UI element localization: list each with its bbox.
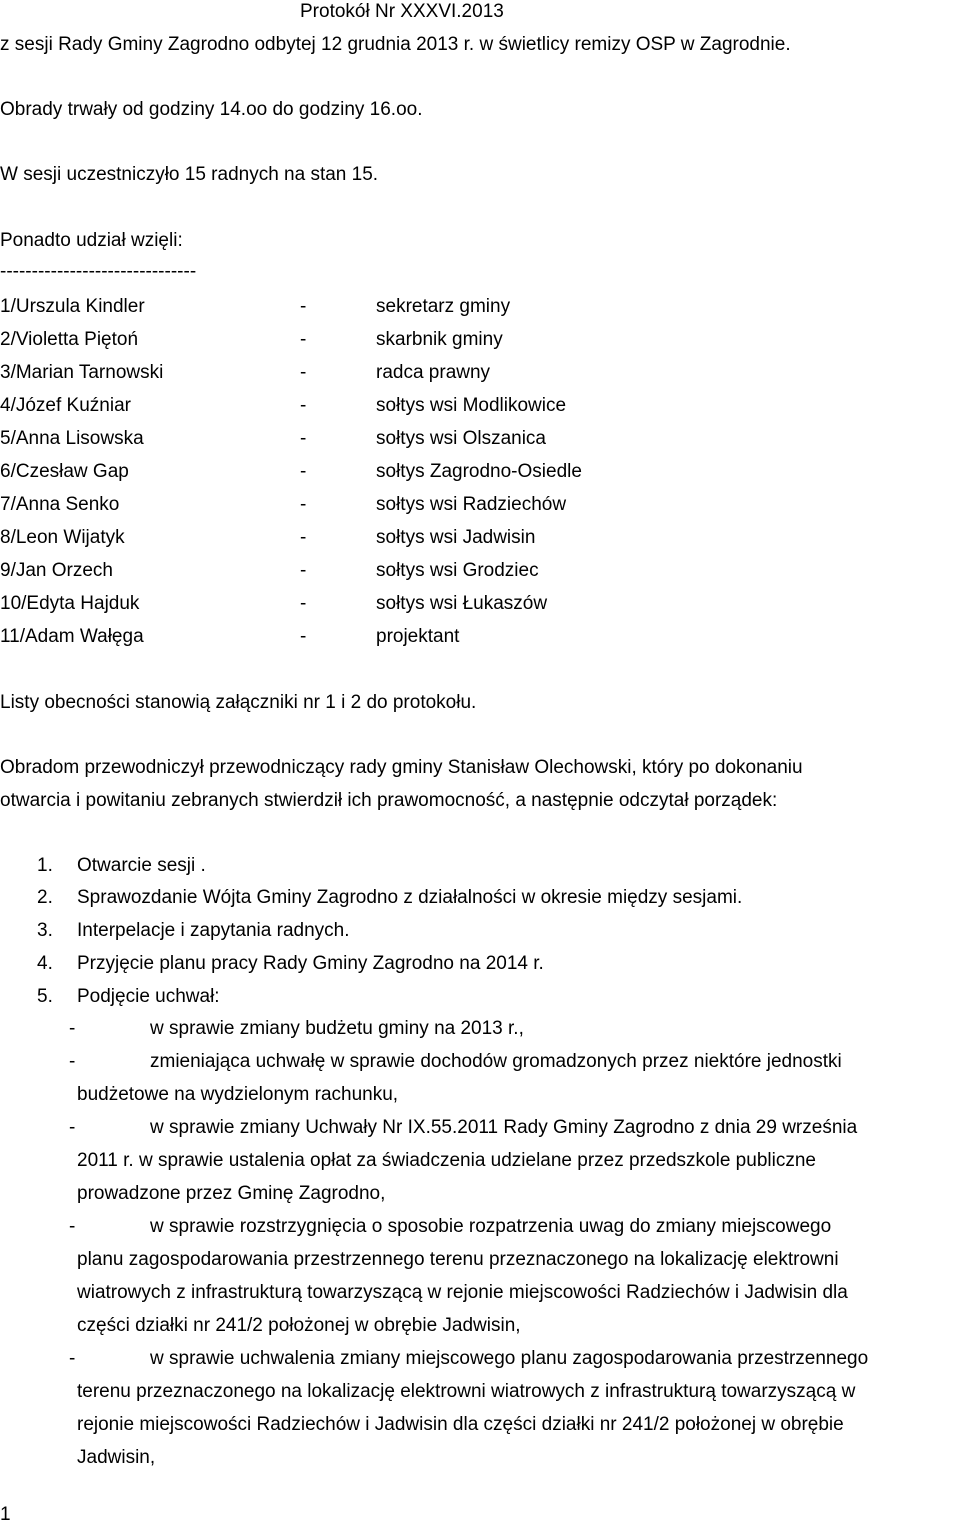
document-subtitle: z sesji Rady Gminy Zagrodno odbytej 12 grudnia 2013 r. w świetlicy remizy OSP w Zagrodnie. [0, 34, 791, 55]
resolution-continuation-text: prowadzone przez Gminę Zagrodno, [77, 1183, 386, 1204]
resolution-dash: - [69, 1348, 76, 1369]
participant-row [0, 361, 491, 385]
agenda-number: 4. [37, 953, 53, 974]
participant-name: 10/Edyta Hajduk [0, 593, 140, 614]
resolution-continuation-text: wiatrowych z infrastrukturą towarzyszącą w rejonie miejscowości Radziechów i Jadwisin dla [77, 1282, 848, 1303]
participant-role: sołtys Zagrodno-Osiedle [376, 461, 582, 482]
participant-role: sołtys wsi Jadwisin [376, 527, 536, 548]
participant-row [0, 592, 548, 616]
agenda-number: 5. [37, 986, 53, 1007]
resolution-text: w sprawie zmiany budżetu gminy na 2013 r., [150, 1018, 524, 1039]
participant-row [0, 328, 503, 352]
participant-dash: - [300, 461, 307, 482]
agenda-number: 1. [37, 855, 53, 876]
participant-dash: - [300, 428, 307, 449]
participant-name: 4/Józef Kuźniar [0, 395, 131, 416]
resolution-dash: - [69, 1216, 76, 1237]
participant-role: skarbnik gminy [376, 329, 503, 350]
resolution-continuation-text: 2011 r. w sprawie ustalenia opłat za świadczenia udzielane przez przedszkole publiczne [77, 1150, 816, 1171]
participant-dash: - [300, 560, 307, 581]
participant-dash: - [300, 395, 307, 416]
agenda-text: Otwarcie sesji . [77, 855, 206, 876]
participant-name: 8/Leon Wijatyk [0, 527, 125, 548]
resolution-dash: - [69, 1117, 76, 1138]
resolution-continuation-text: części działki nr 241/2 położonej w obrębie Jadwisin, [77, 1315, 521, 1336]
participant-name: 2/Violetta Piętoń [0, 329, 139, 350]
participant-row [0, 493, 567, 517]
separator-line: ------------------------------- [0, 261, 197, 282]
participant-role: sołtys wsi Olszanica [376, 428, 546, 449]
participant-name: 11/Adam Wałęga [0, 626, 144, 647]
session-attendance: W sesji uczestniczyło 15 radnych na stan 15. [0, 164, 379, 185]
participant-role: sołtys wsi Radziechów [376, 494, 567, 515]
participant-role: sekretarz gminy [376, 296, 511, 317]
agenda-text: Sprawozdanie Wójta Gminy Zagrodno z działalności w okresie między sesjami. [77, 887, 743, 908]
document-title: Protokół Nr XXXVI.2013 [300, 1, 504, 22]
participant-dash: - [300, 626, 307, 647]
participant-name: 6/Czesław Gap [0, 461, 129, 482]
participant-role: sołtys wsi Modlikowice [376, 395, 567, 416]
resolution-continuation-text: budżetowe na wydzielonym rachunku, [77, 1084, 399, 1105]
participant-row [0, 295, 511, 319]
resolution-dash: - [69, 1018, 76, 1039]
participant-dash: - [300, 494, 307, 515]
participant-name: 3/Marian Tarnowski [0, 362, 164, 383]
resolution-text: zmieniająca uchwałę w sprawie dochodów gromadzonych przez niektóre jednostki [150, 1051, 842, 1072]
resolution-text: w sprawie zmiany Uchwały Nr IX.55.2011 Rady Gminy Zagrodno z dnia 29 września [150, 1117, 858, 1138]
participant-row [0, 427, 546, 451]
chair-paragraph-line: otwarcia i powitaniu zebranych stwierdził ich prawomocność, a następnie odczytał porządek: [0, 790, 778, 811]
participant-role: sołtys wsi Grodziec [376, 560, 539, 581]
resolution-dash: - [69, 1051, 76, 1072]
participant-dash: - [300, 329, 307, 350]
page-number: 1 [0, 1504, 11, 1525]
participant-row [0, 526, 536, 550]
session-duration: Obrady trwały od godziny 14.oo do godziny 16.oo. [0, 99, 423, 120]
resolution-continuation-text: rejonie miejscowości Radziechów i Jadwisin dla części działki nr 241/2 położonej w obrębie [77, 1414, 844, 1435]
agenda-text: Przyjęcie planu pracy Rady Gminy Zagrodno na 2014 r. [77, 953, 544, 974]
participant-dash: - [300, 527, 307, 548]
resolution-continuation-text: Jadwisin, [77, 1447, 156, 1468]
participant-name: 5/Anna Lisowska [0, 428, 144, 449]
resolution-continuation-text: terenu przeznaczonego na lokalizację elektrowni wiatrowych z infrastrukturą towarzyszącą w [77, 1381, 856, 1402]
participant-name: 9/Jan Orzech [0, 560, 113, 581]
participant-role: radca prawny [376, 362, 491, 383]
participant-role: sołtys wsi Łukaszów [376, 593, 548, 614]
agenda-text: Interpelacje i zapytania radnych. [77, 920, 350, 941]
agenda-number: 3. [37, 920, 53, 941]
participant-role: projektant [376, 626, 460, 647]
resolution-continuation-text: planu zagospodarowania przestrzennego terenu przeznaczonego na lokalizację elektrowni [77, 1249, 839, 1270]
others-heading: Ponadto udział wzięli: [0, 230, 183, 251]
participant-row [0, 625, 460, 649]
agenda-text: Podjęcie uchwał: [77, 986, 220, 1007]
resolution-text: w sprawie uchwalenia zmiany miejscowego planu zagospodarowania przestrzennego [150, 1348, 869, 1369]
participant-dash: - [300, 296, 307, 317]
participant-dash: - [300, 362, 307, 383]
attendance-note: Listy obecności stanowią załączniki nr 1 i 2 do protokołu. [0, 692, 477, 713]
chair-paragraph-line: Obradom przewodniczył przewodniczący rady gminy Stanisław Olechowski, który po dokonaniu [0, 757, 803, 778]
participant-row [0, 460, 582, 484]
participant-row [0, 559, 539, 583]
participant-dash: - [300, 593, 307, 614]
resolution-text: w sprawie rozstrzygnięcia o sposobie rozpatrzenia uwag do zmiany miejscowego [150, 1216, 832, 1237]
agenda-number: 2. [37, 887, 53, 908]
participant-row [0, 394, 567, 418]
participant-name: 7/Anna Senko [0, 494, 120, 515]
participant-name: 1/Urszula Kindler [0, 296, 145, 317]
